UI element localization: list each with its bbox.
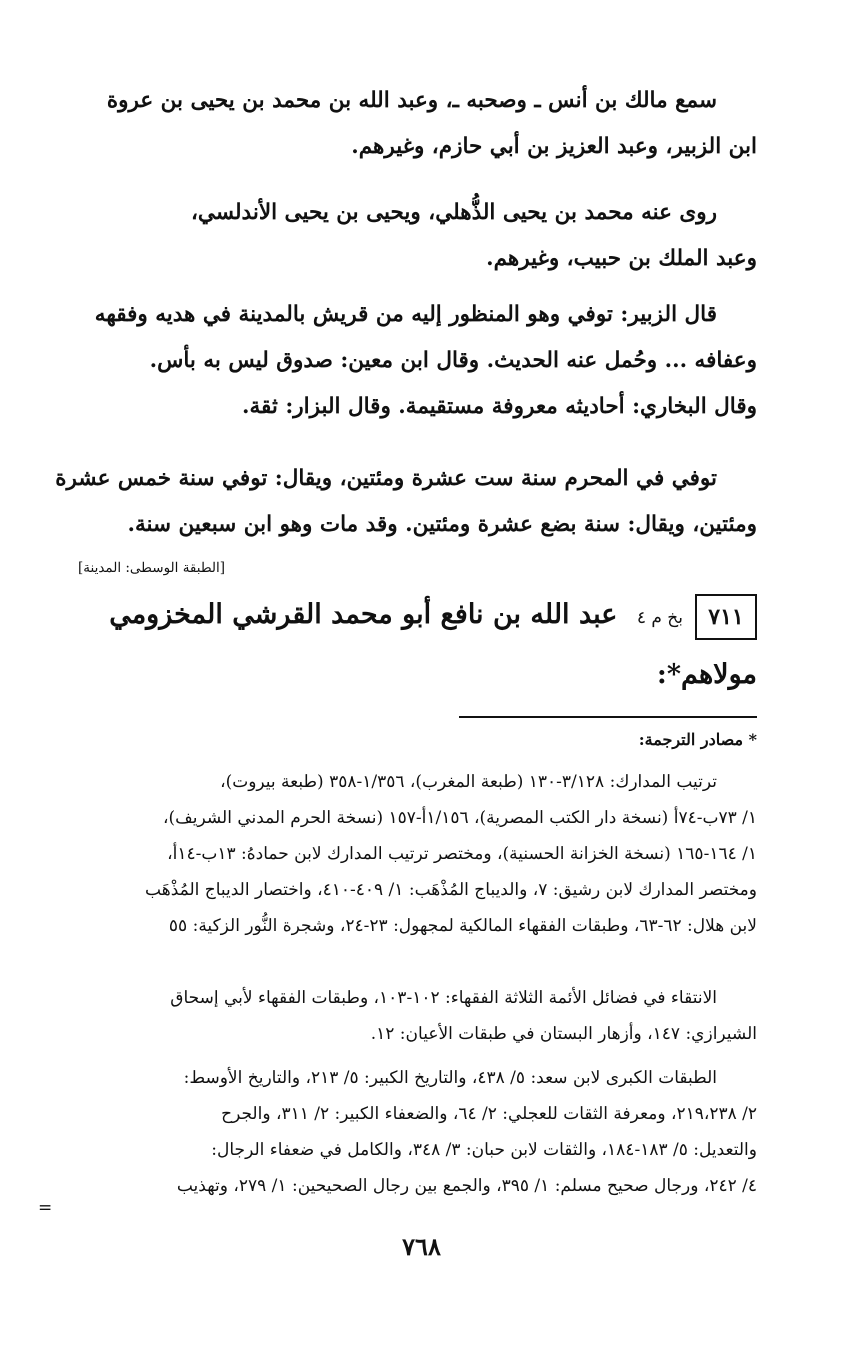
note-line: ٤/ ٢٤٢، ورجال صحيح مسلم: ١/ ٣٩٥، والجمع بين رجال الصحيحين: ١/ ٢٧٩، وتهذيب	[176, 1176, 757, 1196]
note-line: الطبقات الكبرى لابن سعد: ٥/ ٤٣٨، والتاريخ الكبير: ٥/ ٢١٣، والتاريخ الأوسط:	[183, 1068, 717, 1088]
paragraph-teachers	[45, 78, 757, 170]
text-line: وعبد الملك بن حبيب، وغيرهم.	[486, 246, 757, 271]
note-line: ومختصر المدارك لابن رشيق: ٧، والديباج المُذْهَب: ١/ ٤٠٩-٤١٠، واختصار الديباج المُذْهَب	[145, 880, 757, 900]
entry-number-box: ٧١١	[695, 594, 757, 640]
note-line: الانتقاء في فضائل الأئمة الثلاثة الفقهاء: ١٠٢-١٠٣، وطبقات الفقهاء لأبي إسحاق	[170, 988, 717, 1008]
paragraph-death	[45, 456, 757, 548]
note-line: الشيرازي: ١٤٧، وأزهار البستان في طبقات الأعيان: ١٢.	[370, 1024, 757, 1044]
footnote-divider	[459, 716, 757, 718]
note-line: لابن هلال: ٦٢-٦٣، وطبقات الفقهاء المالكية لمجهول: ٢٣-٢٤، وشجرة النُّور الزكية: ٥٥	[168, 916, 757, 936]
paragraph-assessments	[45, 292, 757, 430]
note-line: ١/ ١٦٤-١٦٥ (نسخة الخزانة الحسنية)، ومختصر ترتيب المدارك لابن حمادهُ: ١٣ب-١٤أ،	[167, 844, 757, 864]
notes-title: * مصادر الترجمة:	[638, 730, 757, 749]
text-line: وعفافه ... وحُمل عنه الحديث. وقال ابن معين: صدوق ليس به بأس.	[149, 348, 757, 373]
entry-symbols: بخ م ٤	[636, 608, 683, 628]
entry-title-continued: مولاهم*:	[656, 659, 757, 690]
text-line: روى عنه محمد بن يحيى الذُّهلي، ويحيى بن يحيى الأندلسي،	[190, 200, 717, 225]
text-line: وقال البخاري: أحاديثه معروفة مستقيمة. وقال البزار: ثقة.	[241, 394, 757, 419]
text-line: سمع مالك بن أنس ـ وصحبه ـ، وعبد الله بن محمد بن يحيى بن عروة	[106, 88, 717, 113]
text-line: توفي في المحرم سنة ست عشرة ومئتين، ويقال: توفي سنة خمس عشرة	[55, 466, 717, 491]
page-number: ٧٦٨	[402, 1232, 441, 1261]
entry-title: عبد الله بن نافع أبو محمد القرشي المخزومي	[109, 599, 618, 630]
paragraph-students	[45, 190, 757, 282]
note-line: ٢/ ٢١٩،٢٣٨، ومعرفة الثقات للعجلي: ٢/ ٦٤، والضعفاء الكبير: ٢/ ٣١١، والجرح	[221, 1104, 757, 1124]
text-line: ومئتين، ويقال: سنة بضع عشرة ومئتين. وقد مات وهو ابن سبعين سنة.	[127, 512, 757, 537]
entry-heading	[43, 594, 683, 639]
continuation-mark: =	[38, 1198, 53, 1218]
note-line: ترتيب المدارك: ٣/١٢٨-١٣٠ (طبعة المغرب)، ١/٣٥٦-٣٥٨ (طبعة بيروت)،	[220, 772, 717, 792]
text-line: قال الزبير: توفي وهو المنظور إليه من قريش بالمدينة في هديه وفقهه	[94, 302, 717, 327]
notes-block	[39, 1060, 757, 1204]
note-line: ١/ ٧٣ب-٧٤أ (نسخة دار الكتب المصرية)، ١/١٥٦أ-١٥٧ (نسخة الحرم المدني الشريف)،	[163, 808, 757, 828]
note-line: والتعديل: ٥/ ١٨٣-١٨٤، والثقات لابن حبان: ٣/ ٣٤٨، والكامل في ضعفاء الرجال:	[211, 1140, 757, 1160]
text-line: ابن الزبير، وعبد العزيز بن أبي حازم، وغيرهم.	[351, 134, 757, 159]
section-tag: [الطبقة الوسطى: المدينة]	[78, 560, 226, 576]
notes-block	[39, 764, 757, 944]
notes-block	[39, 980, 757, 1052]
